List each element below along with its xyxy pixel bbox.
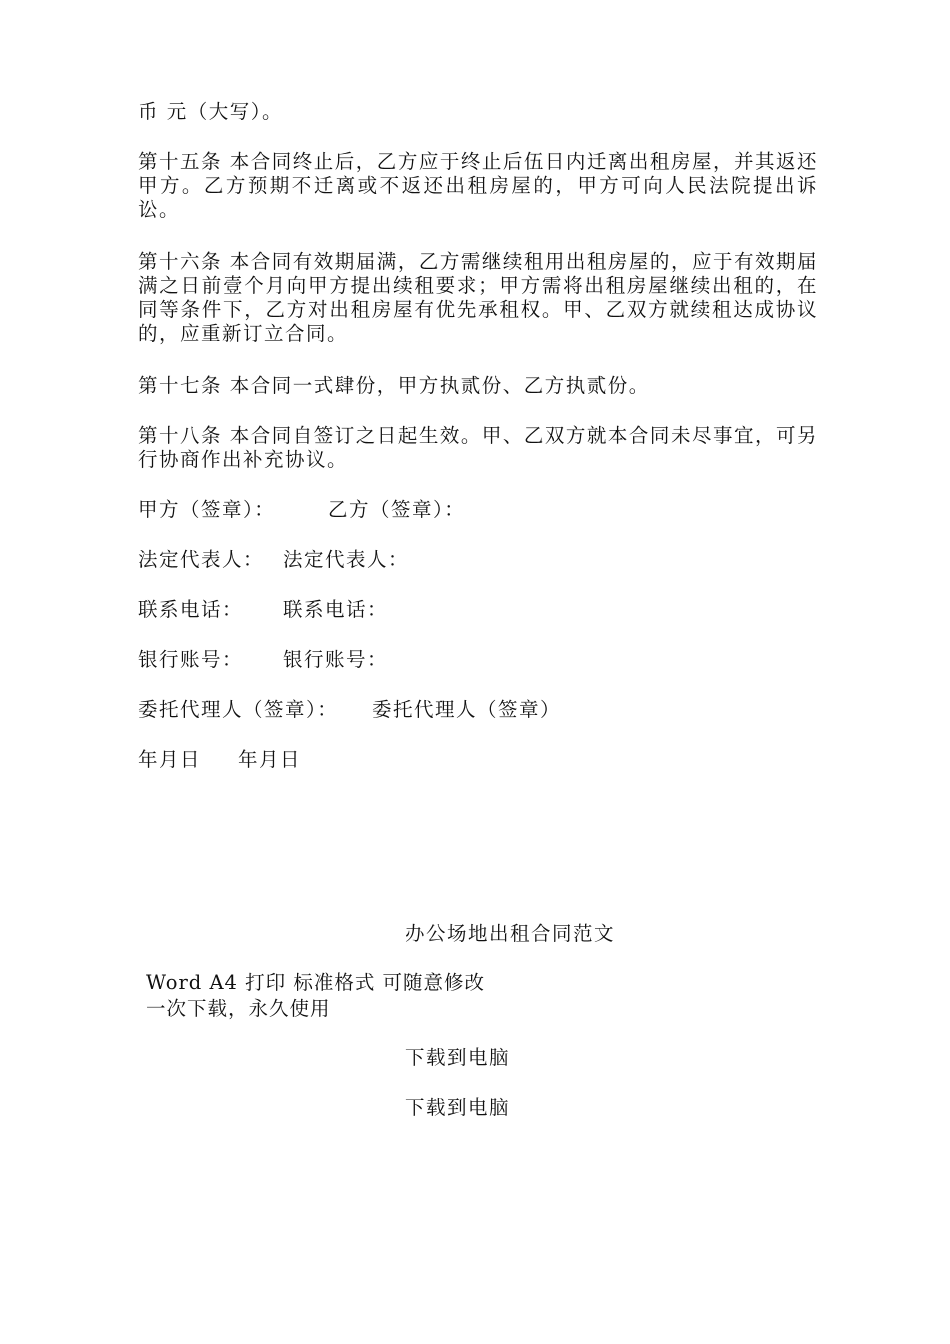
legal-rep-b-label: 法定代表人： (283, 548, 410, 571)
party-b-seal-label: 乙方（签章）： (328, 498, 466, 521)
promo-features-2: 一次下载，永久使用 (146, 997, 331, 1020)
download-link-2[interactable]: 下载到电脑 (405, 1096, 511, 1119)
paragraph-article-16: 第十六条 本合同有效期届满，乙方需继续租用出租房屋的，应于有效期届满之日前壹个月向甲方提出续租要求；甲方需将出租房屋继续出租的，在同等条件下，乙方对出租房屋有优先承租权。甲、乙双方就续租达成协议的，应重新订立合同。 (138, 250, 818, 345)
agent-b-label: 委托代理人（签章） (372, 698, 562, 721)
date-b-label: 年月日 (238, 748, 302, 771)
bank-b-label: 银行账号： (283, 648, 389, 671)
promo-title: 办公场地出租合同范文 (405, 922, 616, 945)
legal-rep-a-label: 法定代表人： (138, 548, 265, 571)
date-a-label: 年月日 (138, 748, 202, 771)
promo-features: Word A4 打印 标准格式 可随意修改 (146, 971, 486, 994)
download-link-1[interactable]: 下载到电脑 (405, 1046, 511, 1069)
agent-a-label: 委托代理人（签章）： (138, 698, 339, 721)
paragraph-amount: 币 元（大写）。 (138, 100, 283, 123)
party-a-seal-label: 甲方（签章）： (138, 498, 276, 521)
paragraph-article-18: 第十八条 本合同自签订之日起生效。甲、乙双方就本合同未尽事宜，可另行协商作出补充协议。 (138, 424, 818, 471)
phone-b-label: 联系电话： (283, 598, 389, 621)
bank-a-label: 银行账号： (138, 648, 244, 671)
phone-a-label: 联系电话： (138, 598, 244, 621)
paragraph-article-17: 第十七条 本合同一式肆份，甲方执贰份、乙方执贰份。 (138, 374, 650, 397)
paragraph-article-15: 第十五条 本合同终止后，乙方应于终止后伍日内迁离出租房屋，并其返还甲方。乙方预期不迁离或不返还出租房屋的，甲方可向人民法院提出诉讼。 (138, 150, 818, 221)
